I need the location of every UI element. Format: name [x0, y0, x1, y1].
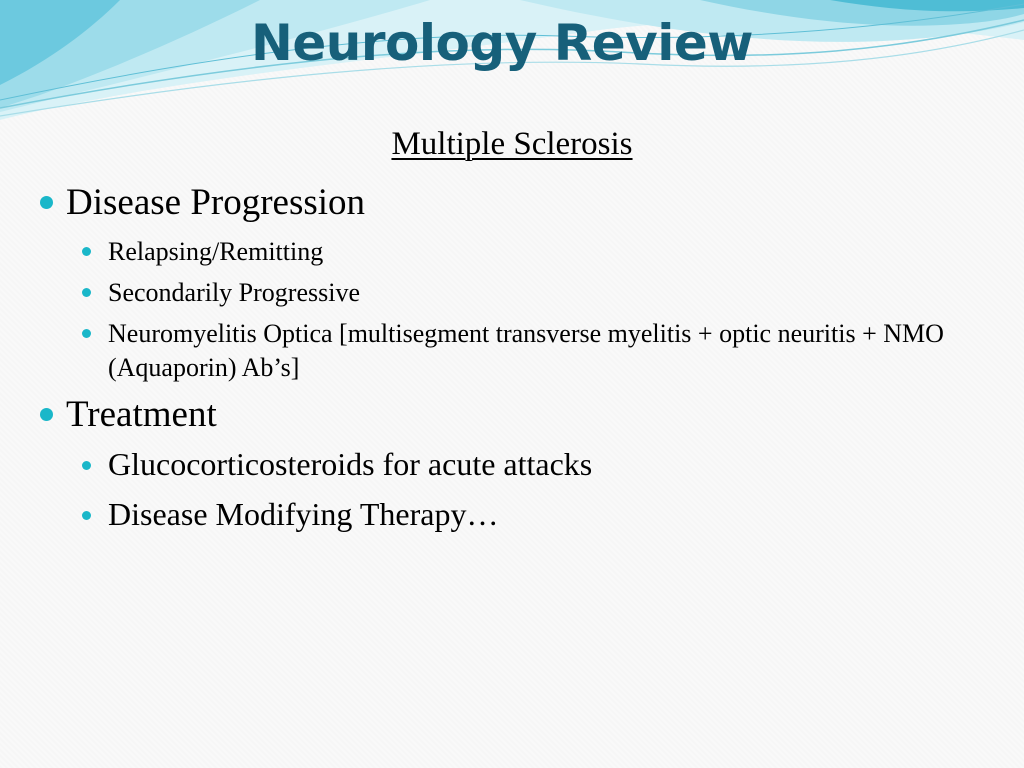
- slide-title: Neurology Review: [251, 14, 753, 72]
- section-heading-treatment: Treatment: [66, 394, 217, 435]
- list-item: Disease Modifying Therapy…: [108, 496, 499, 532]
- list-item: Secondarily Progressive: [108, 278, 361, 307]
- bullet-icon: [82, 288, 91, 297]
- bullet-icon: [82, 511, 91, 520]
- bullet-icon: [82, 247, 91, 256]
- list-item: Relapsing/Remitting: [108, 237, 324, 266]
- bullet-icon: [82, 461, 91, 470]
- slide-subtitle: Multiple Sclerosis: [391, 126, 633, 162]
- section-heading-disease-progression: Disease Progression: [66, 182, 366, 223]
- list-item: Neuromyelitis Optica [multisegment transverse myelitis + optic neuritis + NMO (Aquaporin) Ab’s]: [108, 319, 944, 382]
- bullet-icon: [40, 196, 53, 209]
- bullet-icon: [82, 329, 91, 338]
- bullet-icon: [40, 408, 53, 421]
- list-item: Glucocorticosteroids for acute attacks: [108, 446, 593, 482]
